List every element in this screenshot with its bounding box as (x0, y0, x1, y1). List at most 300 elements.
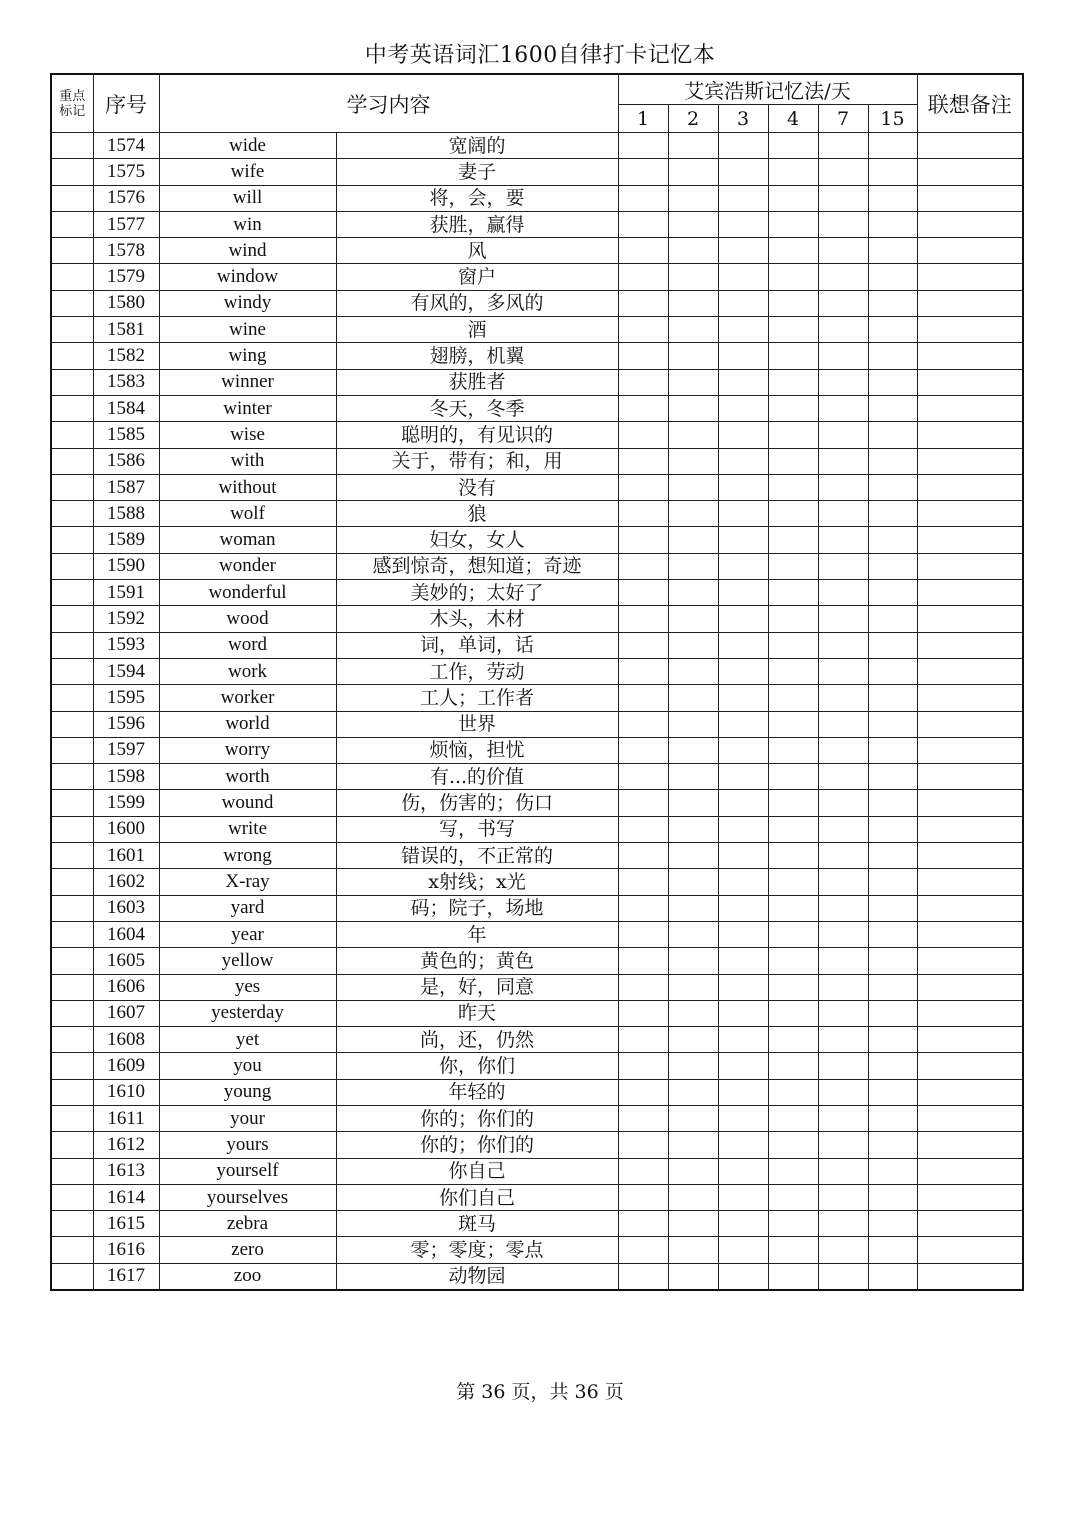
review-check-cell[interactable] (618, 317, 668, 343)
review-check-cell[interactable] (868, 764, 917, 790)
review-check-cell[interactable] (618, 1053, 668, 1079)
mark-cell[interactable] (51, 395, 93, 421)
review-check-cell[interactable] (618, 474, 668, 500)
review-check-cell[interactable] (668, 474, 718, 500)
review-check-cell[interactable] (868, 211, 917, 237)
review-check-cell[interactable] (668, 895, 718, 921)
review-check-cell[interactable] (868, 974, 917, 1000)
review-check-cell[interactable] (718, 343, 768, 369)
mark-cell[interactable] (51, 974, 93, 1000)
review-check-cell[interactable] (868, 1079, 917, 1105)
review-check-cell[interactable] (668, 501, 718, 527)
review-check-cell[interactable] (668, 658, 718, 684)
mark-cell[interactable] (51, 1132, 93, 1158)
review-check-cell[interactable] (618, 553, 668, 579)
review-check-cell[interactable] (618, 369, 668, 395)
review-check-cell[interactable] (618, 1105, 668, 1131)
review-check-cell[interactable] (818, 764, 868, 790)
mark-cell[interactable] (51, 1000, 93, 1026)
review-check-cell[interactable] (768, 133, 818, 159)
review-check-cell[interactable] (618, 133, 668, 159)
notes-cell[interactable] (917, 895, 1023, 921)
mark-cell[interactable] (51, 764, 93, 790)
review-check-cell[interactable] (818, 238, 868, 264)
review-check-cell[interactable] (718, 737, 768, 763)
review-check-cell[interactable] (668, 290, 718, 316)
review-check-cell[interactable] (818, 1053, 868, 1079)
mark-cell[interactable] (51, 527, 93, 553)
notes-cell[interactable] (917, 527, 1023, 553)
review-check-cell[interactable] (668, 948, 718, 974)
review-check-cell[interactable] (718, 921, 768, 947)
review-check-cell[interactable] (818, 395, 868, 421)
review-check-cell[interactable] (718, 1053, 768, 1079)
review-check-cell[interactable] (768, 1237, 818, 1263)
review-check-cell[interactable] (868, 317, 917, 343)
review-check-cell[interactable] (668, 369, 718, 395)
review-check-cell[interactable] (818, 658, 868, 684)
review-check-cell[interactable] (818, 553, 868, 579)
review-check-cell[interactable] (868, 1211, 917, 1237)
review-check-cell[interactable] (618, 395, 668, 421)
notes-cell[interactable] (917, 422, 1023, 448)
review-check-cell[interactable] (718, 658, 768, 684)
review-check-cell[interactable] (718, 1000, 768, 1026)
review-check-cell[interactable] (868, 422, 917, 448)
review-check-cell[interactable] (618, 1237, 668, 1263)
review-check-cell[interactable] (718, 1263, 768, 1290)
notes-cell[interactable] (917, 395, 1023, 421)
mark-cell[interactable] (51, 790, 93, 816)
notes-cell[interactable] (917, 133, 1023, 159)
review-check-cell[interactable] (768, 843, 818, 869)
notes-cell[interactable] (917, 1184, 1023, 1210)
review-check-cell[interactable] (868, 1158, 917, 1184)
review-check-cell[interactable] (768, 895, 818, 921)
review-check-cell[interactable] (768, 1184, 818, 1210)
review-check-cell[interactable] (768, 264, 818, 290)
review-check-cell[interactable] (668, 790, 718, 816)
review-check-cell[interactable] (868, 527, 917, 553)
review-check-cell[interactable] (668, 159, 718, 185)
review-check-cell[interactable] (818, 185, 868, 211)
mark-cell[interactable] (51, 1027, 93, 1053)
mark-cell[interactable] (51, 921, 93, 947)
review-check-cell[interactable] (618, 816, 668, 842)
review-check-cell[interactable] (868, 290, 917, 316)
review-check-cell[interactable] (618, 1158, 668, 1184)
review-check-cell[interactable] (818, 1132, 868, 1158)
review-check-cell[interactable] (818, 843, 868, 869)
notes-cell[interactable] (917, 1132, 1023, 1158)
review-check-cell[interactable] (818, 632, 868, 658)
review-check-cell[interactable] (818, 869, 868, 895)
notes-cell[interactable] (917, 843, 1023, 869)
review-check-cell[interactable] (768, 448, 818, 474)
review-check-cell[interactable] (868, 606, 917, 632)
review-check-cell[interactable] (668, 1000, 718, 1026)
review-check-cell[interactable] (618, 264, 668, 290)
review-check-cell[interactable] (818, 737, 868, 763)
review-check-cell[interactable] (818, 133, 868, 159)
review-check-cell[interactable] (718, 185, 768, 211)
review-check-cell[interactable] (668, 448, 718, 474)
review-check-cell[interactable] (868, 1027, 917, 1053)
notes-cell[interactable] (917, 948, 1023, 974)
review-check-cell[interactable] (768, 553, 818, 579)
review-check-cell[interactable] (818, 948, 868, 974)
notes-cell[interactable] (917, 1053, 1023, 1079)
review-check-cell[interactable] (718, 685, 768, 711)
review-check-cell[interactable] (668, 1079, 718, 1105)
mark-cell[interactable] (51, 816, 93, 842)
notes-cell[interactable] (917, 1237, 1023, 1263)
review-check-cell[interactable] (818, 1000, 868, 1026)
review-check-cell[interactable] (618, 685, 668, 711)
review-check-cell[interactable] (868, 658, 917, 684)
review-check-cell[interactable] (718, 317, 768, 343)
review-check-cell[interactable] (818, 921, 868, 947)
review-check-cell[interactable] (868, 264, 917, 290)
review-check-cell[interactable] (668, 606, 718, 632)
review-check-cell[interactable] (668, 1158, 718, 1184)
notes-cell[interactable] (917, 869, 1023, 895)
review-check-cell[interactable] (718, 395, 768, 421)
review-check-cell[interactable] (718, 501, 768, 527)
notes-cell[interactable] (917, 1263, 1023, 1290)
mark-cell[interactable] (51, 580, 93, 606)
review-check-cell[interactable] (668, 238, 718, 264)
review-check-cell[interactable] (618, 422, 668, 448)
review-check-cell[interactable] (668, 343, 718, 369)
review-check-cell[interactable] (868, 474, 917, 500)
notes-cell[interactable] (917, 369, 1023, 395)
mark-cell[interactable] (51, 1263, 93, 1290)
notes-cell[interactable] (917, 317, 1023, 343)
review-check-cell[interactable] (718, 632, 768, 658)
review-check-cell[interactable] (768, 317, 818, 343)
review-check-cell[interactable] (618, 1263, 668, 1290)
review-check-cell[interactable] (718, 211, 768, 237)
review-check-cell[interactable] (768, 1211, 818, 1237)
review-check-cell[interactable] (718, 895, 768, 921)
review-check-cell[interactable] (718, 948, 768, 974)
review-check-cell[interactable] (718, 1079, 768, 1105)
mark-cell[interactable] (51, 1184, 93, 1210)
review-check-cell[interactable] (718, 816, 768, 842)
review-check-cell[interactable] (868, 1184, 917, 1210)
review-check-cell[interactable] (868, 948, 917, 974)
review-check-cell[interactable] (868, 790, 917, 816)
mark-cell[interactable] (51, 737, 93, 763)
review-check-cell[interactable] (818, 1263, 868, 1290)
review-check-cell[interactable] (768, 211, 818, 237)
review-check-cell[interactable] (718, 790, 768, 816)
notes-cell[interactable] (917, 632, 1023, 658)
review-check-cell[interactable] (868, 448, 917, 474)
review-check-cell[interactable] (668, 685, 718, 711)
notes-cell[interactable] (917, 790, 1023, 816)
review-check-cell[interactable] (868, 553, 917, 579)
review-check-cell[interactable] (618, 580, 668, 606)
review-check-cell[interactable] (868, 580, 917, 606)
review-check-cell[interactable] (868, 895, 917, 921)
notes-cell[interactable] (917, 1000, 1023, 1026)
review-check-cell[interactable] (868, 369, 917, 395)
notes-cell[interactable] (917, 1158, 1023, 1184)
notes-cell[interactable] (917, 553, 1023, 579)
review-check-cell[interactable] (668, 632, 718, 658)
review-check-cell[interactable] (868, 1132, 917, 1158)
mark-cell[interactable] (51, 1105, 93, 1131)
review-check-cell[interactable] (768, 606, 818, 632)
review-check-cell[interactable] (718, 1027, 768, 1053)
mark-cell[interactable] (51, 685, 93, 711)
mark-cell[interactable] (51, 1237, 93, 1263)
mark-cell[interactable] (51, 1079, 93, 1105)
review-check-cell[interactable] (718, 1132, 768, 1158)
mark-cell[interactable] (51, 843, 93, 869)
review-check-cell[interactable] (818, 1211, 868, 1237)
review-check-cell[interactable] (768, 632, 818, 658)
review-check-cell[interactable] (618, 606, 668, 632)
notes-cell[interactable] (917, 737, 1023, 763)
review-check-cell[interactable] (718, 843, 768, 869)
review-check-cell[interactable] (668, 921, 718, 947)
notes-cell[interactable] (917, 606, 1023, 632)
mark-cell[interactable] (51, 264, 93, 290)
review-check-cell[interactable] (818, 527, 868, 553)
notes-cell[interactable] (917, 264, 1023, 290)
review-check-cell[interactable] (868, 1105, 917, 1131)
review-check-cell[interactable] (868, 343, 917, 369)
review-check-cell[interactable] (618, 711, 668, 737)
mark-cell[interactable] (51, 606, 93, 632)
notes-cell[interactable] (917, 159, 1023, 185)
review-check-cell[interactable] (668, 580, 718, 606)
review-check-cell[interactable] (668, 317, 718, 343)
mark-cell[interactable] (51, 159, 93, 185)
review-check-cell[interactable] (768, 369, 818, 395)
review-check-cell[interactable] (868, 133, 917, 159)
notes-cell[interactable] (917, 764, 1023, 790)
review-check-cell[interactable] (768, 711, 818, 737)
mark-cell[interactable] (51, 1053, 93, 1079)
review-check-cell[interactable] (868, 1000, 917, 1026)
review-check-cell[interactable] (818, 1158, 868, 1184)
review-check-cell[interactable] (718, 264, 768, 290)
notes-cell[interactable] (917, 580, 1023, 606)
review-check-cell[interactable] (668, 1263, 718, 1290)
review-check-cell[interactable] (768, 290, 818, 316)
review-check-cell[interactable] (768, 685, 818, 711)
review-check-cell[interactable] (768, 343, 818, 369)
review-check-cell[interactable] (618, 1027, 668, 1053)
mark-cell[interactable] (51, 238, 93, 264)
review-check-cell[interactable] (818, 685, 868, 711)
review-check-cell[interactable] (818, 501, 868, 527)
notes-cell[interactable] (917, 448, 1023, 474)
review-check-cell[interactable] (618, 343, 668, 369)
review-check-cell[interactable] (868, 921, 917, 947)
mark-cell[interactable] (51, 553, 93, 579)
notes-cell[interactable] (917, 921, 1023, 947)
notes-cell[interactable] (917, 1211, 1023, 1237)
notes-cell[interactable] (917, 290, 1023, 316)
review-check-cell[interactable] (718, 448, 768, 474)
mark-cell[interactable] (51, 185, 93, 211)
review-check-cell[interactable] (618, 869, 668, 895)
mark-cell[interactable] (51, 711, 93, 737)
mark-cell[interactable] (51, 343, 93, 369)
mark-cell[interactable] (51, 948, 93, 974)
review-check-cell[interactable] (818, 580, 868, 606)
review-check-cell[interactable] (868, 1053, 917, 1079)
review-check-cell[interactable] (868, 737, 917, 763)
review-check-cell[interactable] (768, 501, 818, 527)
review-check-cell[interactable] (618, 1132, 668, 1158)
mark-cell[interactable] (51, 290, 93, 316)
review-check-cell[interactable] (618, 448, 668, 474)
review-check-cell[interactable] (818, 343, 868, 369)
review-check-cell[interactable] (718, 290, 768, 316)
review-check-cell[interactable] (668, 185, 718, 211)
review-check-cell[interactable] (768, 737, 818, 763)
review-check-cell[interactable] (768, 1263, 818, 1290)
review-check-cell[interactable] (818, 816, 868, 842)
review-check-cell[interactable] (618, 238, 668, 264)
review-check-cell[interactable] (718, 369, 768, 395)
review-check-cell[interactable] (818, 317, 868, 343)
review-check-cell[interactable] (818, 1105, 868, 1131)
review-check-cell[interactable] (768, 869, 818, 895)
review-check-cell[interactable] (718, 764, 768, 790)
review-check-cell[interactable] (668, 527, 718, 553)
review-check-cell[interactable] (718, 159, 768, 185)
review-check-cell[interactable] (718, 974, 768, 1000)
review-check-cell[interactable] (768, 1053, 818, 1079)
review-check-cell[interactable] (718, 580, 768, 606)
notes-cell[interactable] (917, 711, 1023, 737)
review-check-cell[interactable] (868, 816, 917, 842)
review-check-cell[interactable] (768, 185, 818, 211)
review-check-cell[interactable] (618, 790, 668, 816)
review-check-cell[interactable] (818, 974, 868, 1000)
review-check-cell[interactable] (668, 264, 718, 290)
review-check-cell[interactable] (718, 238, 768, 264)
review-check-cell[interactable] (768, 1158, 818, 1184)
review-check-cell[interactable] (768, 1132, 818, 1158)
review-check-cell[interactable] (668, 1211, 718, 1237)
mark-cell[interactable] (51, 133, 93, 159)
review-check-cell[interactable] (618, 974, 668, 1000)
notes-cell[interactable] (917, 474, 1023, 500)
review-check-cell[interactable] (768, 816, 818, 842)
review-check-cell[interactable] (768, 921, 818, 947)
review-check-cell[interactable] (618, 737, 668, 763)
mark-cell[interactable] (51, 1158, 93, 1184)
review-check-cell[interactable] (868, 185, 917, 211)
notes-cell[interactable] (917, 974, 1023, 1000)
review-check-cell[interactable] (768, 790, 818, 816)
notes-cell[interactable] (917, 658, 1023, 684)
review-check-cell[interactable] (718, 711, 768, 737)
review-check-cell[interactable] (618, 948, 668, 974)
review-check-cell[interactable] (668, 1237, 718, 1263)
review-check-cell[interactable] (818, 290, 868, 316)
review-check-cell[interactable] (668, 211, 718, 237)
review-check-cell[interactable] (668, 737, 718, 763)
review-check-cell[interactable] (718, 1237, 768, 1263)
mark-cell[interactable] (51, 632, 93, 658)
mark-cell[interactable] (51, 895, 93, 921)
review-check-cell[interactable] (818, 606, 868, 632)
review-check-cell[interactable] (668, 764, 718, 790)
review-check-cell[interactable] (818, 1027, 868, 1053)
review-check-cell[interactable] (718, 474, 768, 500)
review-check-cell[interactable] (718, 1184, 768, 1210)
review-check-cell[interactable] (768, 1105, 818, 1131)
review-check-cell[interactable] (868, 501, 917, 527)
notes-cell[interactable] (917, 1079, 1023, 1105)
review-check-cell[interactable] (618, 501, 668, 527)
review-check-cell[interactable] (618, 895, 668, 921)
review-check-cell[interactable] (618, 159, 668, 185)
review-check-cell[interactable] (668, 422, 718, 448)
review-check-cell[interactable] (668, 843, 718, 869)
review-check-cell[interactable] (818, 1079, 868, 1105)
review-check-cell[interactable] (768, 974, 818, 1000)
mark-cell[interactable] (51, 501, 93, 527)
review-check-cell[interactable] (718, 527, 768, 553)
review-check-cell[interactable] (868, 1237, 917, 1263)
notes-cell[interactable] (917, 1105, 1023, 1131)
review-check-cell[interactable] (618, 1000, 668, 1026)
mark-cell[interactable] (51, 369, 93, 395)
mark-cell[interactable] (51, 869, 93, 895)
review-check-cell[interactable] (668, 1132, 718, 1158)
notes-cell[interactable] (917, 816, 1023, 842)
review-check-cell[interactable] (818, 474, 868, 500)
review-check-cell[interactable] (768, 948, 818, 974)
notes-cell[interactable] (917, 185, 1023, 211)
mark-cell[interactable] (51, 211, 93, 237)
review-check-cell[interactable] (718, 1158, 768, 1184)
review-check-cell[interactable] (718, 1105, 768, 1131)
review-check-cell[interactable] (668, 133, 718, 159)
mark-cell[interactable] (51, 422, 93, 448)
notes-cell[interactable] (917, 211, 1023, 237)
mark-cell[interactable] (51, 658, 93, 684)
review-check-cell[interactable] (668, 711, 718, 737)
notes-cell[interactable] (917, 685, 1023, 711)
review-check-cell[interactable] (868, 685, 917, 711)
notes-cell[interactable] (917, 238, 1023, 264)
review-check-cell[interactable] (868, 711, 917, 737)
review-check-cell[interactable] (618, 527, 668, 553)
mark-cell[interactable] (51, 317, 93, 343)
review-check-cell[interactable] (618, 290, 668, 316)
review-check-cell[interactable] (818, 1184, 868, 1210)
review-check-cell[interactable] (868, 843, 917, 869)
review-check-cell[interactable] (768, 580, 818, 606)
review-check-cell[interactable] (618, 211, 668, 237)
review-check-cell[interactable] (768, 1027, 818, 1053)
review-check-cell[interactable] (718, 553, 768, 579)
review-check-cell[interactable] (618, 1079, 668, 1105)
review-check-cell[interactable] (818, 895, 868, 921)
review-check-cell[interactable] (818, 369, 868, 395)
